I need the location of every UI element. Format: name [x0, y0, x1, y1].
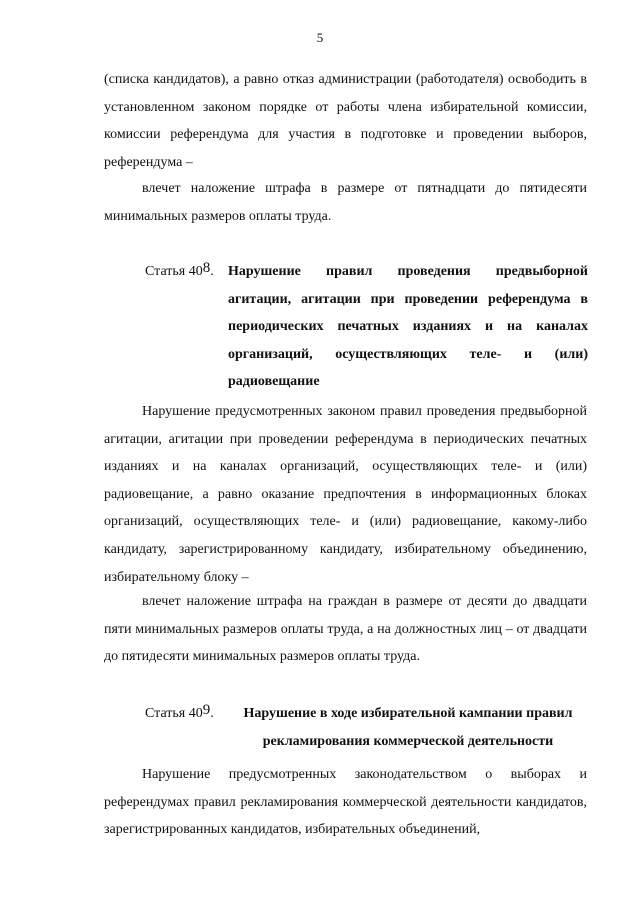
article-number: Статья $40^9$. [145, 702, 214, 721]
article-40-8-paragraph: Нарушение предусмотренных законом правил проведения предвыборной агитации, агитации при проведении референдума в периодических печатных изданиях и на каналах организаций, осуществляющих теле- и (или) радиовещание, а равно оказание предпочтения в информационных блоках организаций, осуществляющих теле- и (или) радиовещание, какому-либо кандидату, зарегистрированному кандидату, избирательному объединению, избирательному блоку – [104, 404, 587, 585]
paragraph-penalty: влечет наложение штрафа в размере от пятнадцати до пятидесяти минимальных размеров оплаты труда. [104, 181, 587, 224]
article-label: Статья 40 [145, 264, 203, 279]
article-superscript: 9 [202, 702, 211, 718]
article-label: Статья 40 [145, 706, 203, 721]
paragraph-continuation: (списка кандидатов), а равно отказ администрации (работодателя) освободить в установленном законом порядке от работы члена избирательной комиссии, комиссии референдума для участия в подготовке и проведении выборов, референдума – [104, 72, 587, 170]
article-title: Нарушение в ходе избирательной кампании правил рекламирования коммерческой деятельности [243, 706, 573, 749]
page-number: 5 [316, 30, 324, 45]
article-40-8-penalty: влечет наложение штрафа на граждан в размере от десяти до двадцати пяти минимальных размеров оплаты труда, а на должностных лиц – от двадцати до пятидесяти минимальных размеров оплаты труда. [104, 594, 587, 665]
article-number: Статья $40^8$. [145, 260, 214, 279]
article-title: Нарушение правил проведения предвыборной агитации, агитации при проведении референдума в периодических печатных изданиях и на каналах организаций, осуществляющих теле- и (или) радиовещание [228, 264, 588, 390]
article-superscript: 8 [202, 260, 211, 276]
article-40-9-paragraph: Нарушение предусмотренных законодательством о выборах и референдумах правил рекламирования коммерческой деятельности кандидатов, зарегистрированных кандидатов, избирательных объединений, [104, 767, 587, 838]
